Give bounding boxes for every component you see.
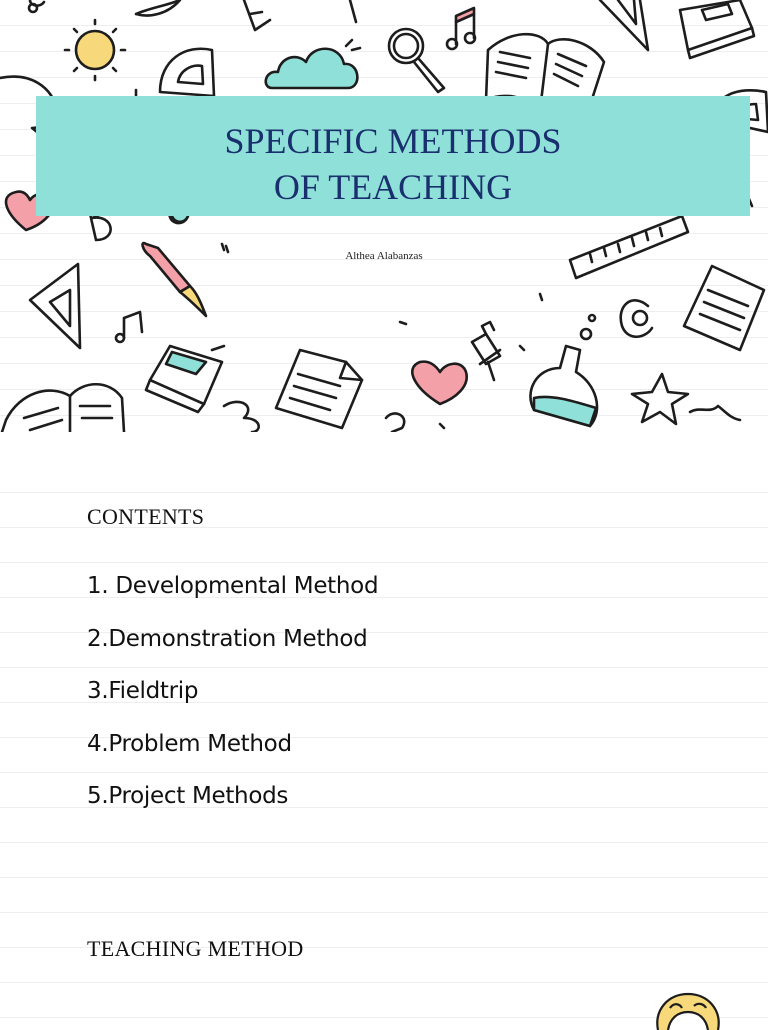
open-book-icon-bottom xyxy=(2,384,124,432)
paintbrush-icon xyxy=(143,243,206,316)
sun-icon xyxy=(65,20,125,80)
triangle-ruler-icon-left xyxy=(30,264,80,348)
document-icon xyxy=(684,266,764,350)
music-note-icon-bottom xyxy=(116,312,142,342)
document-icon-middle xyxy=(276,350,362,428)
number-two-icon xyxy=(386,413,404,432)
author-name: Althea Alabanzas xyxy=(345,250,423,262)
star-bottom-icon xyxy=(632,374,740,424)
notebook-icon-bottom xyxy=(146,346,224,412)
letter-c-icon xyxy=(621,300,652,336)
girl-doodle-icon xyxy=(650,990,730,1030)
magnifier-icon xyxy=(389,29,444,92)
music-note-icon xyxy=(29,0,44,12)
number-three-icon xyxy=(224,402,259,432)
music-note-pink-icon xyxy=(447,8,475,49)
list-item: 3.Fieldtrip xyxy=(87,678,199,704)
triangle-ruler-icon xyxy=(600,0,648,50)
list-item: 4.Problem Method xyxy=(87,730,292,757)
cover-title-line2: OF TEACHING xyxy=(273,167,513,207)
cloud-icon xyxy=(266,40,360,88)
teaching-method-heading: TEACHING METHOD xyxy=(87,936,304,961)
doodle-background xyxy=(0,0,768,432)
protractor-icon xyxy=(160,49,214,96)
cover-slide xyxy=(0,0,768,432)
ruler-icon xyxy=(570,216,688,278)
contents-heading: CONTENTS xyxy=(87,504,205,529)
cover-title xyxy=(36,118,750,210)
list-item: 1. Developmental Method xyxy=(87,573,379,599)
pushpin-icon xyxy=(472,322,500,380)
contents-list xyxy=(87,566,378,829)
notebook-icon xyxy=(680,0,754,58)
list-item: 2.Demonstration Method xyxy=(87,625,368,652)
letter-a-icon xyxy=(244,0,270,30)
flask-icon xyxy=(530,315,597,426)
leaf-icon xyxy=(136,0,180,15)
cover-title-line1: SPECIFIC METHODS xyxy=(224,121,562,161)
list-item: 5.Project Methods xyxy=(87,783,289,809)
heart-bottom-icon xyxy=(412,362,466,404)
pencil-icon xyxy=(350,0,356,22)
contents-slide xyxy=(0,458,768,1024)
